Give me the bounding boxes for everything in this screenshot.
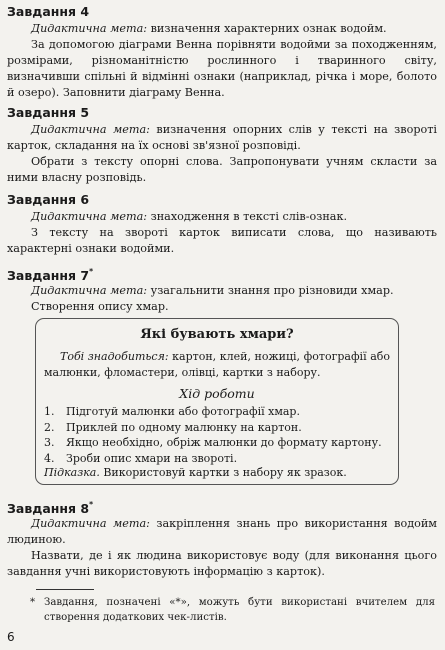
task-5-body: Обрати з тексту опорні слова. Запропонувати учням скласти за ними власну розповідь. bbox=[7, 155, 437, 184]
task-7-heading: Завдання 7* bbox=[7, 267, 94, 283]
worksheet-steps bbox=[44, 404, 382, 466]
task-5-heading: Завдання 5 bbox=[7, 105, 90, 120]
task-6-body: З тексту на звороті карток виписати слова, що називають характерні ознаки водойми. bbox=[7, 226, 437, 255]
task-5-text bbox=[7, 122, 437, 186]
worksheet-hint: Підказка. Використовуй картки з набору як зразок. bbox=[44, 466, 347, 479]
task-7-star: * bbox=[89, 267, 94, 276]
footnote bbox=[30, 595, 435, 625]
worksheet-materials: Тобі знадобиться: картон, клей, ножиці, фотографії або малюнки, фломастери, олівці, картки з набору. bbox=[44, 350, 390, 379]
task-6-goal: Дидактична мета: знаходження в тексті слів-ознак. bbox=[31, 210, 348, 223]
page-number: 6 bbox=[7, 630, 15, 644]
worksheet-box bbox=[35, 318, 399, 485]
task-4-body: За допомогою діаграми Венна порівняти водойми за походженням, розмірами, різноманітністю рослинного і тваринного світу, визначивши спільні й відмінні ознаки (наприклад, річка і море, болото й озеро). Заповнити діаграму Венна. bbox=[7, 38, 437, 99]
task-7-goal: Дидактична мета: узагальнити знання про різновиди хмар. bbox=[31, 284, 394, 297]
task-5-goal: Дидактична мета: визначення опорних слів у тексті на звороті карток, складання на їх основі зв'язної розповіді. bbox=[7, 123, 437, 152]
worksheet-title: Які бувають хмари? bbox=[140, 327, 294, 342]
task-4-text bbox=[7, 21, 437, 101]
footnote-text: Завдання, позначені «*», можуть бути використані вчителем для створення додаткових чек-листів. bbox=[44, 597, 435, 623]
task-8-body: Назвати, де і як людина використовує воду (для виконання цього завдання учні використовують інформацію з карток). bbox=[7, 549, 437, 578]
task-7-text bbox=[7, 283, 437, 315]
task-8-goal: Дидактична мета: закріплення знань про використання водойм людиною. bbox=[7, 517, 437, 546]
task-4-heading: Завдання 4 bbox=[7, 4, 90, 19]
step-item: 2. Приклей по одному малюнку на картон. bbox=[44, 420, 302, 434]
worksheet-subtitle: Хід роботи bbox=[179, 386, 255, 401]
footnote-divider bbox=[36, 589, 94, 590]
task-8-text bbox=[7, 516, 437, 580]
task-8-heading: Завдання 8* bbox=[7, 500, 94, 516]
task-7-body: Створення опису хмар. bbox=[31, 300, 169, 313]
task-4-goal: Дидактична мета: визначення характерних ознак водойм. bbox=[31, 22, 387, 35]
step-item: 4. Зроби опис хмари на звороті. bbox=[44, 451, 238, 465]
step-item: 1. Підготуй малюнки або фотографії хмар. bbox=[44, 405, 300, 418]
step-item: 3. Якщо необхідно, обріж малюнки до формату картону. bbox=[44, 436, 382, 449]
task-6-heading: Завдання 6 bbox=[7, 192, 90, 207]
task-6-text bbox=[7, 209, 437, 257]
footnote-star: * bbox=[30, 597, 36, 608]
task-8-star: * bbox=[89, 500, 94, 509]
